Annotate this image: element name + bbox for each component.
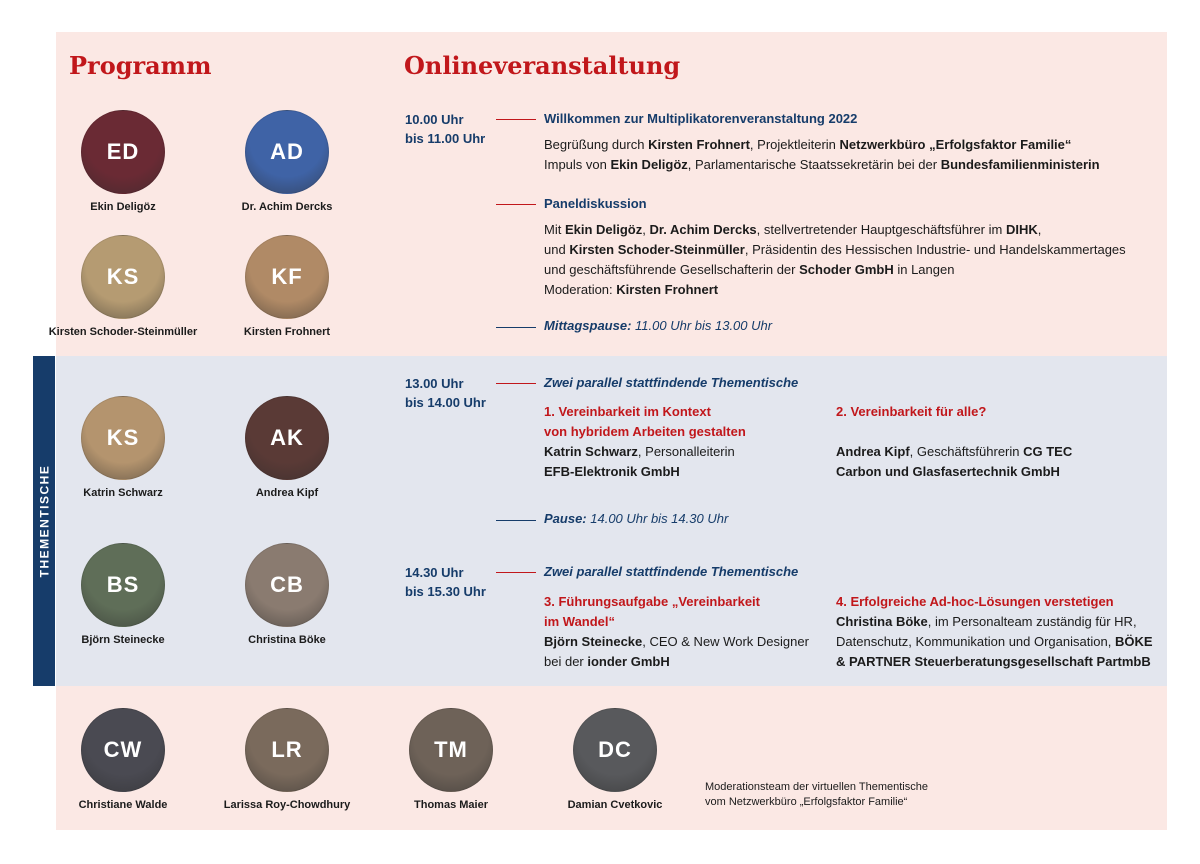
thementisch-4-host: Christina Böke, im Personalteam zuständig für HR, — [836, 614, 1137, 629]
time-end: bis 14.00 Uhr — [405, 395, 486, 410]
time-end: bis 11.00 Uhr — [405, 131, 486, 146]
thementisch-4-desc: Datenschutz, Kommunikation und Organisation, BÖKE — [836, 634, 1153, 649]
speaker-card — [38, 110, 208, 214]
speaker-name: Dr. Achim Dercks — [241, 201, 333, 213]
tables-2-title: Zwei parallel stattfindende Thementische — [544, 564, 799, 579]
welcome-title: Willkommen zur Multiplikatorenveranstaltung 2022 — [544, 111, 858, 126]
welcome-block — [544, 109, 1100, 175]
panel-block — [544, 194, 1126, 300]
thementisch-1 — [544, 402, 746, 482]
thementisch-1-company: EFB-Elektronik GmbH — [544, 464, 680, 479]
moderator-name: Thomas Maier — [414, 799, 488, 811]
avatar: BS — [81, 543, 165, 627]
timeline-connector — [496, 520, 536, 521]
moderator-name: Larissa Roy-Chowdhury — [223, 799, 351, 811]
speaker-name: Christina Böke — [248, 634, 326, 646]
speaker-name: Ekin Deligöz — [90, 201, 156, 213]
avatar: CW — [81, 708, 165, 792]
panel-line-3: und geschäftsführende Gesellschafterin der Schoder GmbH in Langen — [544, 262, 955, 277]
time-start: 14.30 Uhr — [405, 565, 464, 580]
time-start: 10.00 Uhr — [405, 112, 464, 127]
thementisch-2-title: 2. Vereinbarkeit für alle? — [836, 404, 987, 419]
side-label: THEMENTISCHE — [37, 464, 52, 578]
timeline-connector — [496, 327, 536, 328]
avatar: LR — [245, 708, 329, 792]
time-start: 13.00 Uhr — [405, 376, 464, 391]
timeline-connector — [496, 572, 536, 573]
moderator-card — [530, 708, 700, 812]
short-break: Pause: 14.00 Uhr bis 14.30 Uhr — [544, 511, 729, 526]
moderator-name: Christiane Walde — [78, 799, 168, 811]
speaker-card — [202, 543, 372, 647]
speaker-name: Björn Steinecke — [81, 634, 165, 646]
panel-line-2: und Kirsten Schoder-Steinmüller, Präsidentin des Hessischen Industrie- und Handelskammertages — [544, 242, 1126, 257]
moderator-card — [366, 708, 536, 812]
timeline-connector — [496, 204, 536, 205]
time-end: bis 15.30 Uhr — [405, 584, 486, 599]
speaker-name: Katrin Schwarz — [83, 487, 163, 499]
timeline-connector — [496, 119, 536, 120]
time-slot-3 — [405, 563, 486, 601]
avatar: AK — [245, 396, 329, 480]
moderator-name: Damian Cvetkovic — [567, 799, 663, 811]
avatar: ED — [81, 110, 165, 194]
speaker-card — [38, 235, 208, 339]
thementisch-3 — [544, 592, 809, 672]
avatar: AD — [245, 110, 329, 194]
speaker-card — [38, 543, 208, 647]
thementisch-3-title-line-2: im Wandel“ — [544, 614, 616, 629]
thementisch-3-company: bei der ionder GmbH — [544, 654, 670, 669]
speaker-card — [202, 110, 372, 214]
thementisch-2 — [836, 402, 1072, 482]
thementisch-1-host: Katrin Schwarz, Personalleiterin — [544, 444, 735, 459]
avatar: KF — [245, 235, 329, 319]
panel-title: Paneldiskussion — [544, 196, 647, 211]
moderator-card — [202, 708, 372, 812]
speaker-card — [202, 396, 372, 500]
welcome-line-1: Begrüßung durch Kirsten Frohnert, Projektleiterin Netzwerkbüro „Erfolgsfaktor Familie“ — [544, 137, 1072, 152]
thementisch-1-title-line-1: 1. Vereinbarkeit im Kontext — [544, 404, 711, 419]
tables-1-title: Zwei parallel stattfindende Thementische — [544, 375, 799, 390]
heading-programm: Programm — [69, 51, 212, 80]
moderation-note-line-1: Moderationsteam der virtuellen Thementische — [705, 781, 928, 793]
avatar: KS — [81, 235, 165, 319]
thementisch-2-company: Carbon und Glasfasertechnik GmbH — [836, 464, 1060, 479]
speaker-card — [38, 396, 208, 500]
thementisch-4 — [836, 592, 1153, 672]
moderation-note — [705, 780, 928, 810]
speaker-name: Andrea Kipf — [255, 487, 319, 499]
avatar: CB — [245, 543, 329, 627]
speaker-name: Kirsten Frohnert — [243, 326, 331, 338]
heading-onlineveranstaltung: Onlineveranstaltung — [404, 51, 681, 80]
avatar: DC — [573, 708, 657, 792]
speaker-card — [202, 235, 372, 339]
time-slot-1 — [405, 110, 485, 148]
welcome-line-2: Impuls von Ekin Deligöz, Parlamentarische Staatssekretärin bei der Bundesfamilienministerin — [544, 157, 1100, 172]
thementisch-3-host: Björn Steinecke, CEO & New Work Designer — [544, 634, 809, 649]
timeline-connector — [496, 383, 536, 384]
avatar: TM — [409, 708, 493, 792]
moderation-note-line-2: vom Netzwerkbüro „Erfolgsfaktor Familie“ — [705, 796, 908, 808]
panel-line-4: Moderation: Kirsten Frohnert — [544, 282, 719, 297]
avatar: KS — [81, 396, 165, 480]
thementisch-2-host: Andrea Kipf, Geschäftsführerin CG TEC — [836, 444, 1073, 459]
panel-line-1: Mit Ekin Deligöz, Dr. Achim Dercks, stellvertretender Hauptgeschäftsführer im DIHK, — [544, 222, 1042, 237]
speaker-name: Kirsten Schoder-Steinmüller — [48, 326, 198, 338]
thementisch-4-title: 4. Erfolgreiche Ad-hoc-Lösungen verstetigen — [836, 594, 1114, 609]
thementisch-3-title-line-1: 3. Führungsaufgabe „Vereinbarkeit — [544, 594, 760, 609]
moderator-card — [38, 708, 208, 812]
time-slot-2 — [405, 374, 486, 412]
thementisch-1-title-line-2: von hybridem Arbeiten gestalten — [544, 424, 746, 439]
thementisch-4-company: & PARTNER Steuerberatungsgesellschaft PartmbB — [836, 654, 1151, 669]
lunch-break: Mittagspause: 11.00 Uhr bis 13.00 Uhr — [544, 318, 773, 333]
